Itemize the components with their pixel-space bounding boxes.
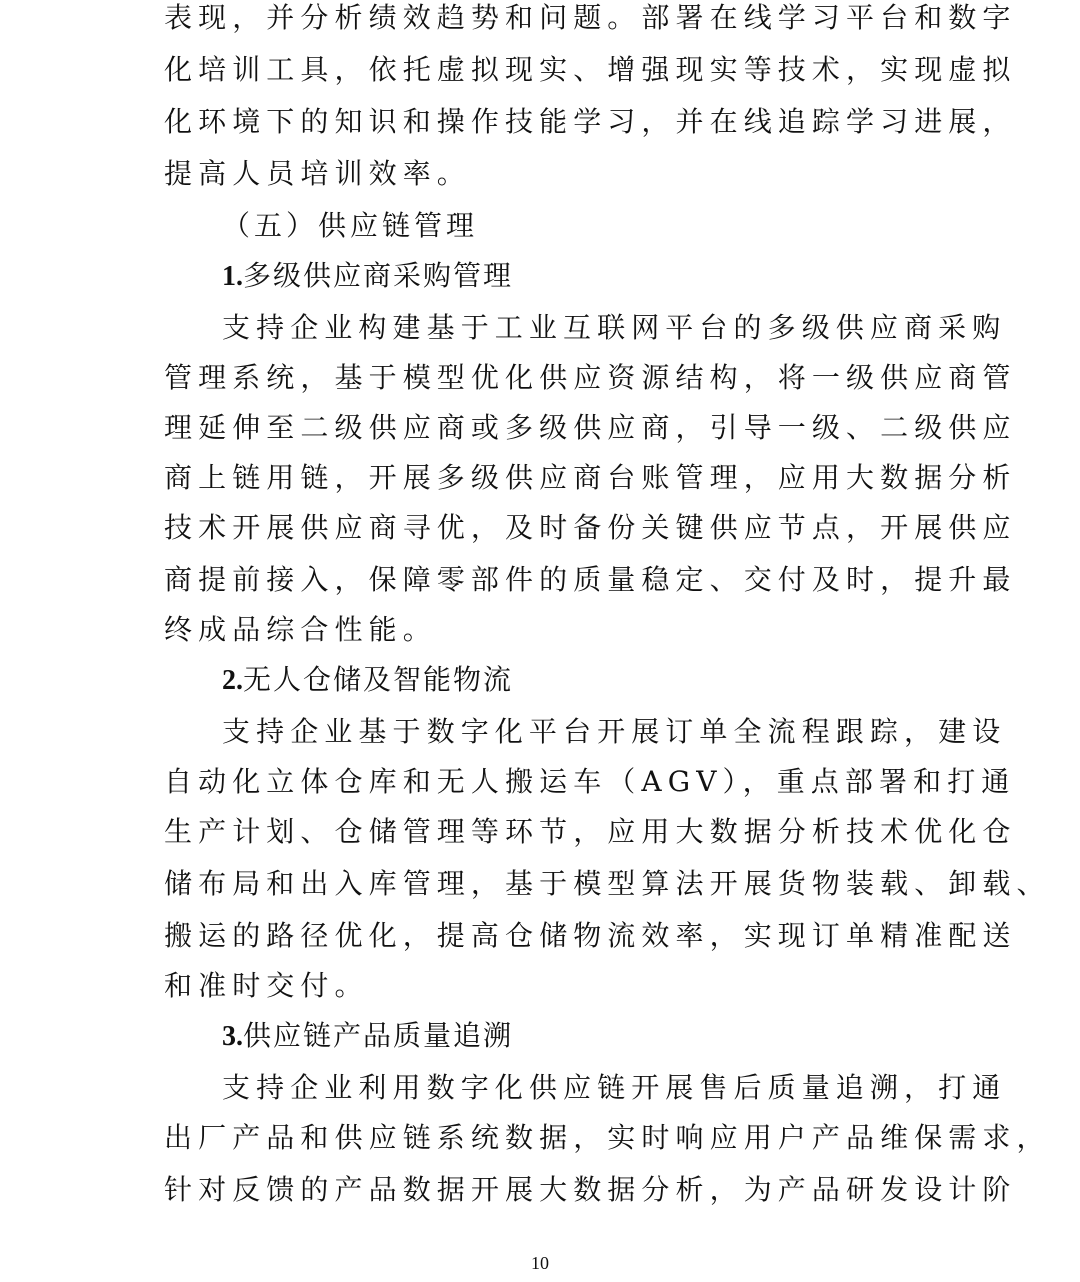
paragraph-line: 终成品综合性能。 — [164, 613, 437, 646]
paragraph-line: 搬运的路径优化，提高仓储物流效率，实现订单精准配送 — [164, 919, 1017, 952]
item-number: 2. — [222, 665, 243, 696]
item-heading — [222, 1010, 920, 1062]
page-number: 10 — [531, 1253, 549, 1273]
paragraph-line: 自动化立体仓库和无人搬运车（AGV），重点部署和打通 — [164, 765, 1016, 798]
paragraph-line: 管理系统，基于模型优化供应资源结构，将一级供应商管 — [164, 361, 1017, 394]
paragraph-line: 针对反馈的产品数据开展大数据分析，为产品研发设计阶 — [164, 1173, 1017, 1206]
paragraph-line: 提高人员培训效率。 — [164, 157, 471, 190]
item-heading — [222, 250, 920, 302]
paragraph-line: 支持企业基于数字化平台开展订单全流程跟踪，建设 — [222, 715, 1007, 748]
item-title: 多级供应商采购管理 — [243, 259, 514, 292]
paragraph-line: 化培训工具，依托虚拟现实、增强现实等技术，实现虚拟 — [164, 53, 1017, 86]
item-heading — [222, 654, 920, 706]
paragraph-line: 技术开展供应商寻优，及时备份关键供应节点，开展供应 — [164, 511, 1017, 544]
section-heading: （五）供应链管理 — [222, 209, 479, 242]
paragraph-line: 储布局和出入库管理，基于模型算法开展货物装载、卸载、 — [164, 867, 1051, 900]
paragraph-line: 商上链用链，开展多级供应商台账管理，应用大数据分析 — [164, 461, 1017, 494]
paragraph-line: 生产计划、仓储管理等环节，应用大数据分析技术优化仓 — [164, 815, 1017, 848]
paragraph-line: 出厂产品和供应链系统数据，实时响应用户产品维保需求， — [164, 1121, 1051, 1154]
item-number: 3. — [222, 1021, 243, 1052]
paragraph-line: 化环境下的知识和操作技能学习，并在线追踪学习进展， — [164, 105, 1017, 138]
paragraph-line: 商提前接入，保障零部件的质量稳定、交付及时，提升最 — [164, 563, 1017, 596]
item-title: 无人仓储及智能物流 — [243, 663, 514, 696]
paragraph-line: 和准时交付。 — [164, 969, 369, 1002]
paragraph-line: 理延伸至二级供应商或多级供应商，引导一级、二级供应 — [164, 411, 1017, 444]
paragraph-line: 支持企业构建基于工业互联网平台的多级供应商采购 — [222, 311, 1007, 344]
paragraph-line: 支持企业利用数字化供应链开展售后质量追溯，打通 — [222, 1071, 1007, 1104]
item-title: 供应链产品质量追溯 — [243, 1019, 514, 1052]
item-number: 1. — [222, 261, 243, 292]
paragraph-line: 表现，并分析绩效趋势和问题。部署在线学习平台和数字 — [164, 1, 1017, 34]
